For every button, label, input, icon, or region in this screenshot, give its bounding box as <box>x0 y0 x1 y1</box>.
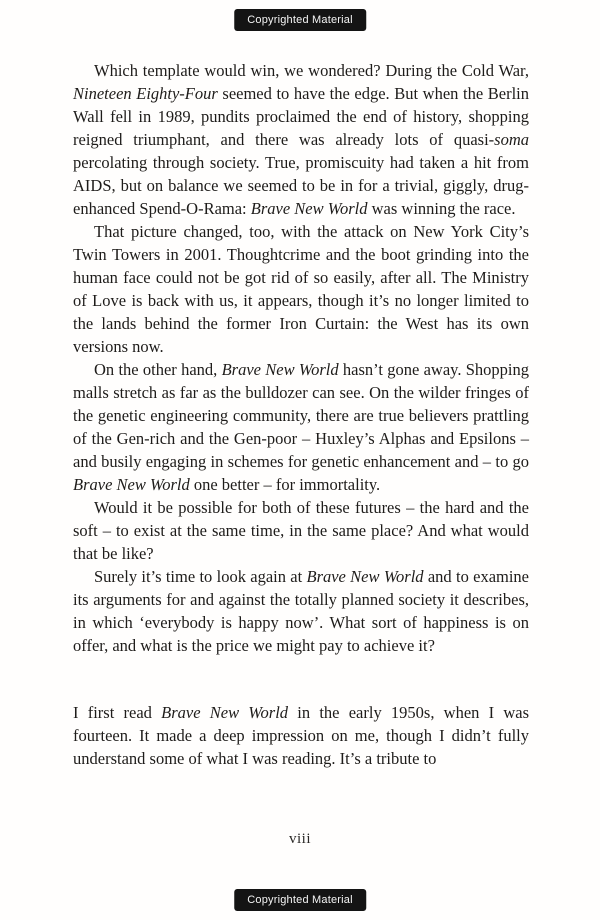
text-run: was winning the race. <box>367 199 516 218</box>
text-run: percolating through society. True, promiscuity had taken a hit from AIDS, but on balance we seemed to be in for a trivial, giggly, drug-enhanced Spend-O-Rama: <box>73 153 529 218</box>
text-run: and to examine its arguments for and against the totally planned society it describes, in which ‘everybody is happy now’. What sort of happiness is on offer, and what is the price we might pay to achieve it? <box>73 567 530 655</box>
page-number: viii <box>288 831 311 847</box>
text-run: seemed to have the edge. But when the Berlin Wall fell in 1989, pundits proclaimed the end of history, shopping reigned triumphant, and there was already lots of quasi- <box>73 84 529 149</box>
text-run: one better – for immortality. <box>189 475 381 494</box>
italic-text-run: Brave New World <box>161 703 289 722</box>
paragraph <box>73 565 529 657</box>
paragraph <box>73 358 529 496</box>
italic-text-run: Brave New World <box>250 199 368 218</box>
italic-text-run: Brave New World <box>221 360 339 379</box>
text-run: That picture changed, too, with the attack on New York City’s Twin Towers in 2001. Thoughtcrime and the boot grinding into the human face could not be got rid of so easily, after all. The Ministry of Love is back with us, it appears, though it’s no longer limited to the lands behind the former Iron Curtain: the West has its own versions now. <box>73 222 529 356</box>
paragraph <box>73 59 529 220</box>
text-run: On the other hand, <box>94 360 222 379</box>
copyright-badge-top: Copyrighted Material <box>234 9 366 31</box>
text-run: Which template would win, we wondered? During the Cold War, <box>94 61 529 80</box>
text-run: in the early 1950s, when I was fourteen. It made a deep impression on me, though I didn’t fully understand some of what I was reading. It’s a tribute to <box>73 703 530 768</box>
text-run: I first read <box>73 703 162 722</box>
italic-text-run: soma <box>494 130 529 149</box>
italic-text-run: Brave New World <box>306 567 424 586</box>
italic-text-run: Nineteen Eighty-Four <box>73 84 218 103</box>
paragraph <box>73 220 529 358</box>
page-body <box>73 59 529 770</box>
text-run: hasn’t gone away. Shopping malls stretch as far as the bulldozer can see. On the wilder fringes of the genetic engineering community, there are true believers prattling of the Gen-rich and the Gen-poor – Huxley’s Alphas and Epsilons – and busily engaging in schemes for genetic enhancement and – to go <box>73 360 529 471</box>
copyright-badge-bottom: Copyrighted Material <box>234 889 366 911</box>
paragraph <box>73 701 529 770</box>
text-run: Would it be possible for both of these futures – the hard and the soft – to exist at the same time, in the same place? And what would that be like? <box>73 498 529 563</box>
text-run: Surely it’s time to look again at <box>94 567 307 586</box>
paragraph <box>73 496 529 565</box>
italic-text-run: Brave New World <box>73 475 190 494</box>
